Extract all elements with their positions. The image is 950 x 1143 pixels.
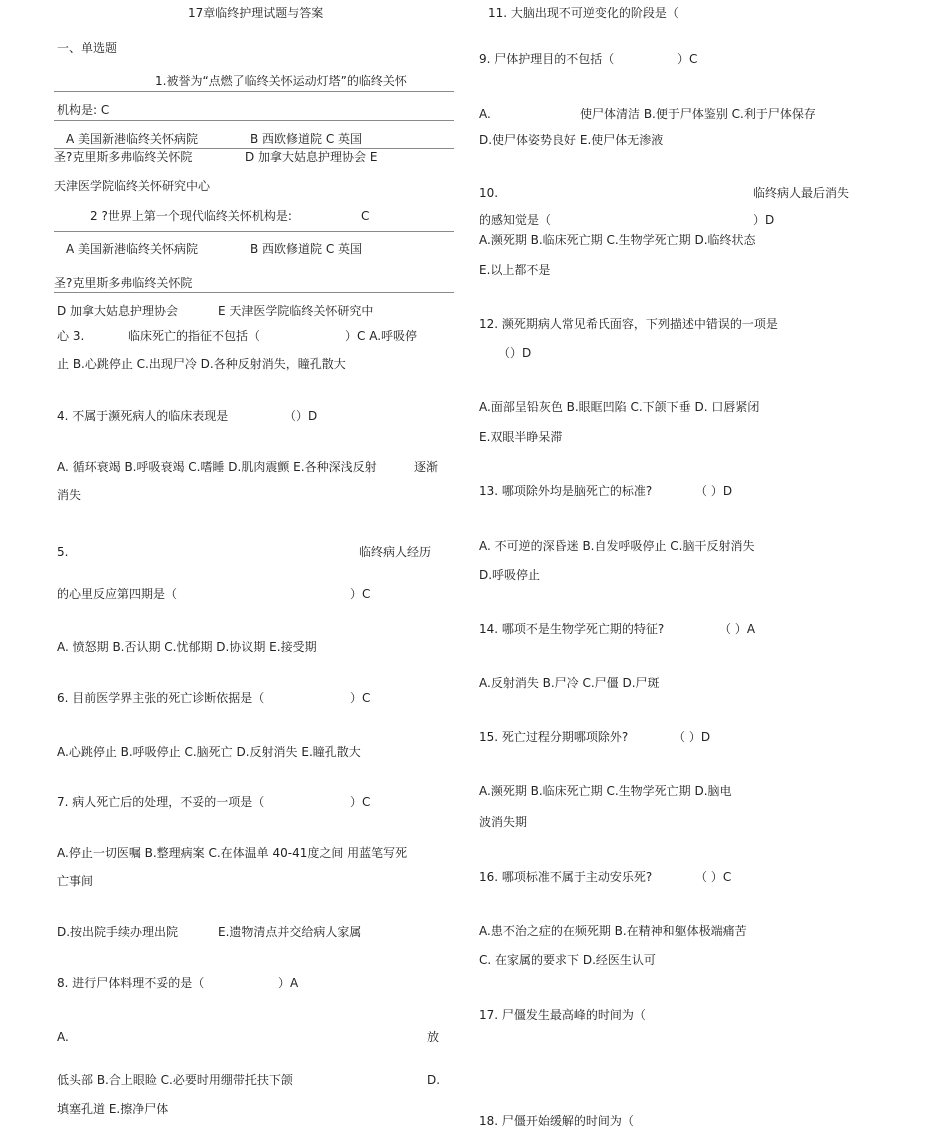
question-4-options: 消失	[57, 488, 82, 502]
question-2-option: A 美国新港临终关怀病院	[66, 242, 199, 256]
question-15-options: A.濒死期 B.临床死亡期 C.生物学死亡期 D.脑电	[479, 784, 732, 798]
table-rule	[54, 292, 454, 293]
question-10-options: A.濒死期 B.临床死亡期 C.生物学死亡期 D.临终状态	[479, 233, 756, 247]
question-1-option: 圣?克里斯多弗临终关怀院	[54, 150, 193, 164]
question-2-option: 圣?克里斯多弗临终关怀院	[54, 276, 193, 290]
question-16-answer: （ ）C	[695, 870, 732, 884]
question-13-options: A. 不可逆的深昏迷 B.自发呼吸停止 C.脑干反射消失	[479, 539, 755, 553]
question-17-stem: 17. 尸僵发生最高峰的时间为（	[479, 1008, 646, 1022]
question-5-answer: ）C	[350, 587, 371, 601]
question-18-stem: 18. 尸僵开始缓解的时间为（	[479, 1114, 634, 1128]
question-15-answer: （ ）D	[673, 730, 711, 744]
question-9-options: 使尸体清洁 B.便于尸体鉴别 C.利于尸体保存	[580, 107, 816, 121]
question-3-number: 心 3.	[57, 329, 85, 343]
question-3-options: 止 B.心跳停止 C.出现尸冷 D.各种反射消失，瞳孔散大	[57, 357, 346, 371]
question-12-stem: 12. 濒死期病人常见希氏面容，下列描述中错误的一项是	[479, 317, 778, 331]
question-6-answer: ）C	[350, 691, 371, 705]
question-1-option: A 美国新港临终关怀病院	[66, 132, 199, 146]
question-5-number: 5.	[57, 545, 69, 559]
question-2-option: D 加拿大姑息护理协会	[57, 304, 179, 318]
question-16-options: C. 在家属的要求下 D.经医生认可	[479, 953, 656, 967]
question-10-options: E.以上都不是	[479, 263, 551, 277]
question-6-options: A.心跳停止 B.呼吸停止 C.脑死亡 D.反射消失 E.瞳孔散大	[57, 745, 361, 759]
question-9-options: D.使尸体姿势良好 E.使尸体无渗液	[479, 133, 664, 147]
question-8-options: 低头部 B.合上眼睑 C.必要时用绷带托扶下颌	[57, 1073, 293, 1087]
question-1-option: 天津医学院临终关怀研究中心	[54, 179, 211, 193]
question-4-stem: 4. 不属于濒死病人的临床表现是	[57, 409, 229, 423]
question-4-options: A. 循环衰竭 B.呼吸衰竭 C.嗜睡 D.肌肉震颤 E.各种深浅反射	[57, 460, 377, 474]
question-14-answer: （ ）A	[719, 622, 756, 636]
question-8-options: 放	[427, 1030, 440, 1044]
question-5-stem: 临终病人经历	[359, 545, 432, 559]
question-8-answer: ）A	[278, 976, 299, 990]
question-14-stem: 14. 哪项不是生物学死亡期的特征?	[479, 622, 665, 636]
question-16-options: A.患不治之症的在频死期 B.在精神和躯体极端痛苦	[479, 924, 747, 938]
question-7-answer: ）C	[350, 795, 371, 809]
question-5-stem: 的心里反应第四期是（	[57, 587, 178, 601]
question-8-stem: 8. 进行尸体料理不妥的是（	[57, 976, 205, 990]
question-2-option: B 西欧修道院 C 英国	[250, 242, 363, 256]
question-2-option: E 天津医学院临终关怀研究中	[218, 304, 374, 318]
question-10-number: 10.	[479, 186, 499, 200]
question-1-option: D 加拿大姑息护理协会 E	[245, 150, 378, 164]
table-rule	[54, 120, 454, 121]
question-7-options: E.遗物清点并交给病人家属	[218, 925, 362, 939]
question-10-stem: 临终病人最后消失	[753, 186, 850, 200]
question-7-options: A.停止一切医嘱 B.整理病案 C.在体温单 40-41度之间 用蓝笔写死	[57, 846, 408, 860]
question-7-stem: 7. 病人死亡后的处理，不妥的一项是（	[57, 795, 265, 809]
question-2-stem: 2 ?世界上第一个现代临终关怀机构是:	[90, 209, 292, 223]
question-13-options: D.呼吸停止	[479, 568, 541, 582]
section-heading: 一、单选题	[57, 41, 118, 55]
question-12-options: A.面部呈铅灰色 B.眼眶凹陷 C.下颌下垂 D. 口唇紧闭	[479, 400, 760, 414]
question-11-stem: 11. 大脑出现不可逆变化的阶段是（	[488, 6, 679, 20]
question-16-stem: 16. 哪项标准不属于主动安乐死?	[479, 870, 653, 884]
page-title: 17章临终护理试题与答案	[188, 6, 324, 20]
question-1-option: B 西欧修道院 C 英国	[250, 132, 363, 146]
question-9-stem: 9. 尸体护理目的不包括（	[479, 52, 615, 66]
question-15-stem: 15. 死亡过程分期哪项除外?	[479, 730, 629, 744]
question-2-answer: C	[361, 209, 370, 223]
question-13-answer: （ ）D	[695, 484, 733, 498]
question-1-answer: 机构是: C	[57, 103, 110, 117]
question-9-options: A.	[479, 107, 491, 121]
question-6-stem: 6. 目前医学界主张的死亡诊断依据是（	[57, 691, 265, 705]
question-8-options: D.	[427, 1073, 441, 1087]
question-9-answer: ）C	[677, 52, 698, 66]
question-8-options: 填塞孔道 E.擦净尸体	[57, 1102, 169, 1116]
question-8-options: A.	[57, 1030, 69, 1044]
question-7-options: D.按出院手续办理出院	[57, 925, 179, 939]
question-4-answer: （）D	[284, 409, 318, 423]
question-4-options: 逐渐	[414, 460, 439, 474]
question-5-options: A. 愤怒期 B.否认期 C.忧郁期 D.协议期 E.接受期	[57, 640, 317, 654]
question-10-answer: ）D	[753, 213, 775, 227]
question-3-answer: ）C A.呼吸停	[345, 329, 418, 343]
question-10-stem: 的感知觉是（	[479, 213, 552, 227]
question-3-stem: 临床死亡的指征不包括（	[128, 329, 261, 343]
question-13-stem: 13. 哪项除外均是脑死亡的标准?	[479, 484, 653, 498]
question-12-options: E.双眼半睁呆滞	[479, 430, 563, 444]
table-rule	[54, 148, 454, 149]
question-15-options: 波消失期	[479, 815, 528, 829]
question-14-options: A.反射消失 B.尸冷 C.尸僵 D.尸斑	[479, 676, 660, 690]
question-12-answer: （）D	[498, 346, 532, 360]
table-rule	[54, 91, 454, 92]
question-7-options: 亡事间	[57, 874, 94, 888]
table-rule	[54, 231, 454, 232]
question-1-stem: 1.被誉为“点燃了临终关怀运动灯塔”的临终关怀	[155, 74, 407, 88]
